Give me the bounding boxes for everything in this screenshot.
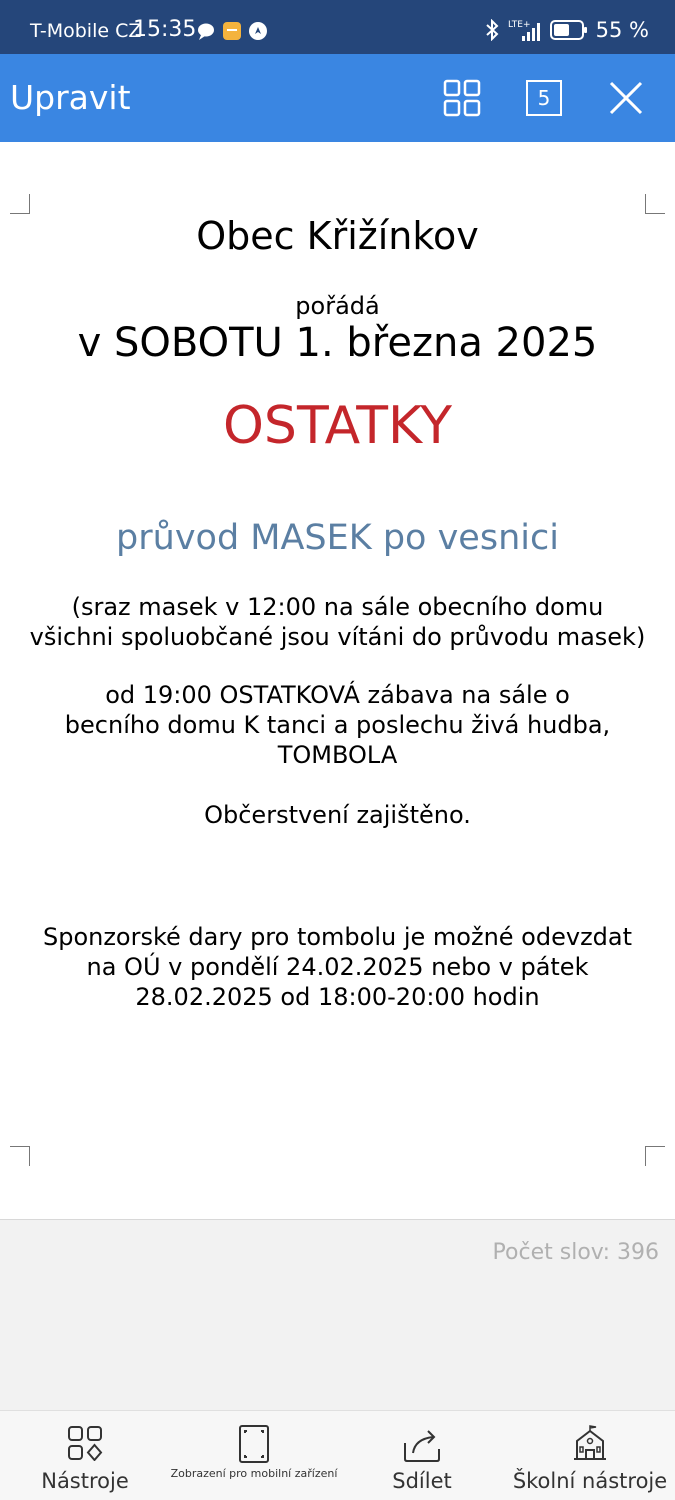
bottom-nav xyxy=(0,1410,675,1500)
tools-button[interactable] xyxy=(20,1411,150,1500)
battery-icon xyxy=(550,19,588,41)
chat-bubble-icon xyxy=(196,21,216,41)
nav-app-icon xyxy=(248,21,268,41)
parade-heading: průvod MASEK po vesnici xyxy=(116,518,559,558)
share-button[interactable] xyxy=(362,1411,482,1500)
tools-icon xyxy=(67,1425,103,1461)
paragraph-party xyxy=(0,680,675,770)
school-building-icon xyxy=(572,1425,608,1461)
document-title: Obec Křižínkov xyxy=(196,214,479,258)
notes-app-icon xyxy=(222,21,242,41)
event-name: OSTATKY xyxy=(223,396,452,456)
paragraph-line: všichni spoluobčané jsou vítáni do průvodu masek) xyxy=(29,623,646,651)
carrier-name: T-Mobile CZ xyxy=(30,20,142,42)
paragraph-line: becního domu K tanci a poslechu živá hudba, xyxy=(64,711,611,739)
page-corner-mark xyxy=(645,194,665,214)
paragraph-sponsors xyxy=(0,922,675,1012)
paragraph-meeting xyxy=(0,592,675,652)
page-count-icon[interactable]: 5 xyxy=(526,80,562,116)
edit-button[interactable]: Upravit xyxy=(10,78,131,117)
paragraph-line: (sraz masek v 12:00 na sále obecního domu xyxy=(71,593,604,621)
mobile-view-label: Zobrazení pro mobilní zařízení xyxy=(170,1467,338,1480)
status-right-group xyxy=(484,17,649,43)
mobile-view-icon xyxy=(236,1425,272,1463)
share-icon xyxy=(403,1425,441,1463)
document-page[interactable] xyxy=(0,142,675,1220)
tools-label: Nástroje xyxy=(41,1469,129,1493)
clock: 15:35 xyxy=(133,17,197,42)
grid-view-icon[interactable] xyxy=(442,78,482,118)
signal-icon xyxy=(508,18,542,42)
school-tools-label: Školní nástroje xyxy=(512,1469,668,1493)
page-corner-mark xyxy=(645,1146,665,1166)
school-tools-button[interactable] xyxy=(510,1411,670,1500)
event-date: v SOBOTU 1. března 2025 xyxy=(77,320,598,366)
share-label: Sdílet xyxy=(392,1469,452,1493)
page-corner-mark xyxy=(10,194,30,214)
battery-percent: 55 % xyxy=(595,18,649,42)
network-type-label: LTE+ xyxy=(507,20,531,30)
organizes-text: pořádá xyxy=(295,292,380,320)
mobile-view-button[interactable] xyxy=(164,1411,344,1500)
status-bar xyxy=(0,0,675,54)
word-count: Počet slov: 396 xyxy=(492,1240,659,1265)
bluetooth-icon xyxy=(484,19,500,41)
paragraph-line: Sponzorské dary pro tombolu je možné odevzdat xyxy=(42,923,633,951)
close-icon[interactable] xyxy=(606,78,646,118)
paragraph-line: na OÚ v pondělí 24.02.2025 nebo v pátek xyxy=(86,953,589,981)
paragraph-line: 28.02.2025 od 18:00-20:00 hodin xyxy=(135,983,540,1011)
page-corner-mark xyxy=(10,1146,30,1166)
app-bar xyxy=(0,54,675,142)
paragraph-line: od 19:00 OSTATKOVÁ zábava na sále o xyxy=(105,681,570,709)
paragraph-line: TOMBOLA xyxy=(277,741,398,769)
paragraph-refreshments: Občerstvení zajištěno. xyxy=(204,801,471,829)
